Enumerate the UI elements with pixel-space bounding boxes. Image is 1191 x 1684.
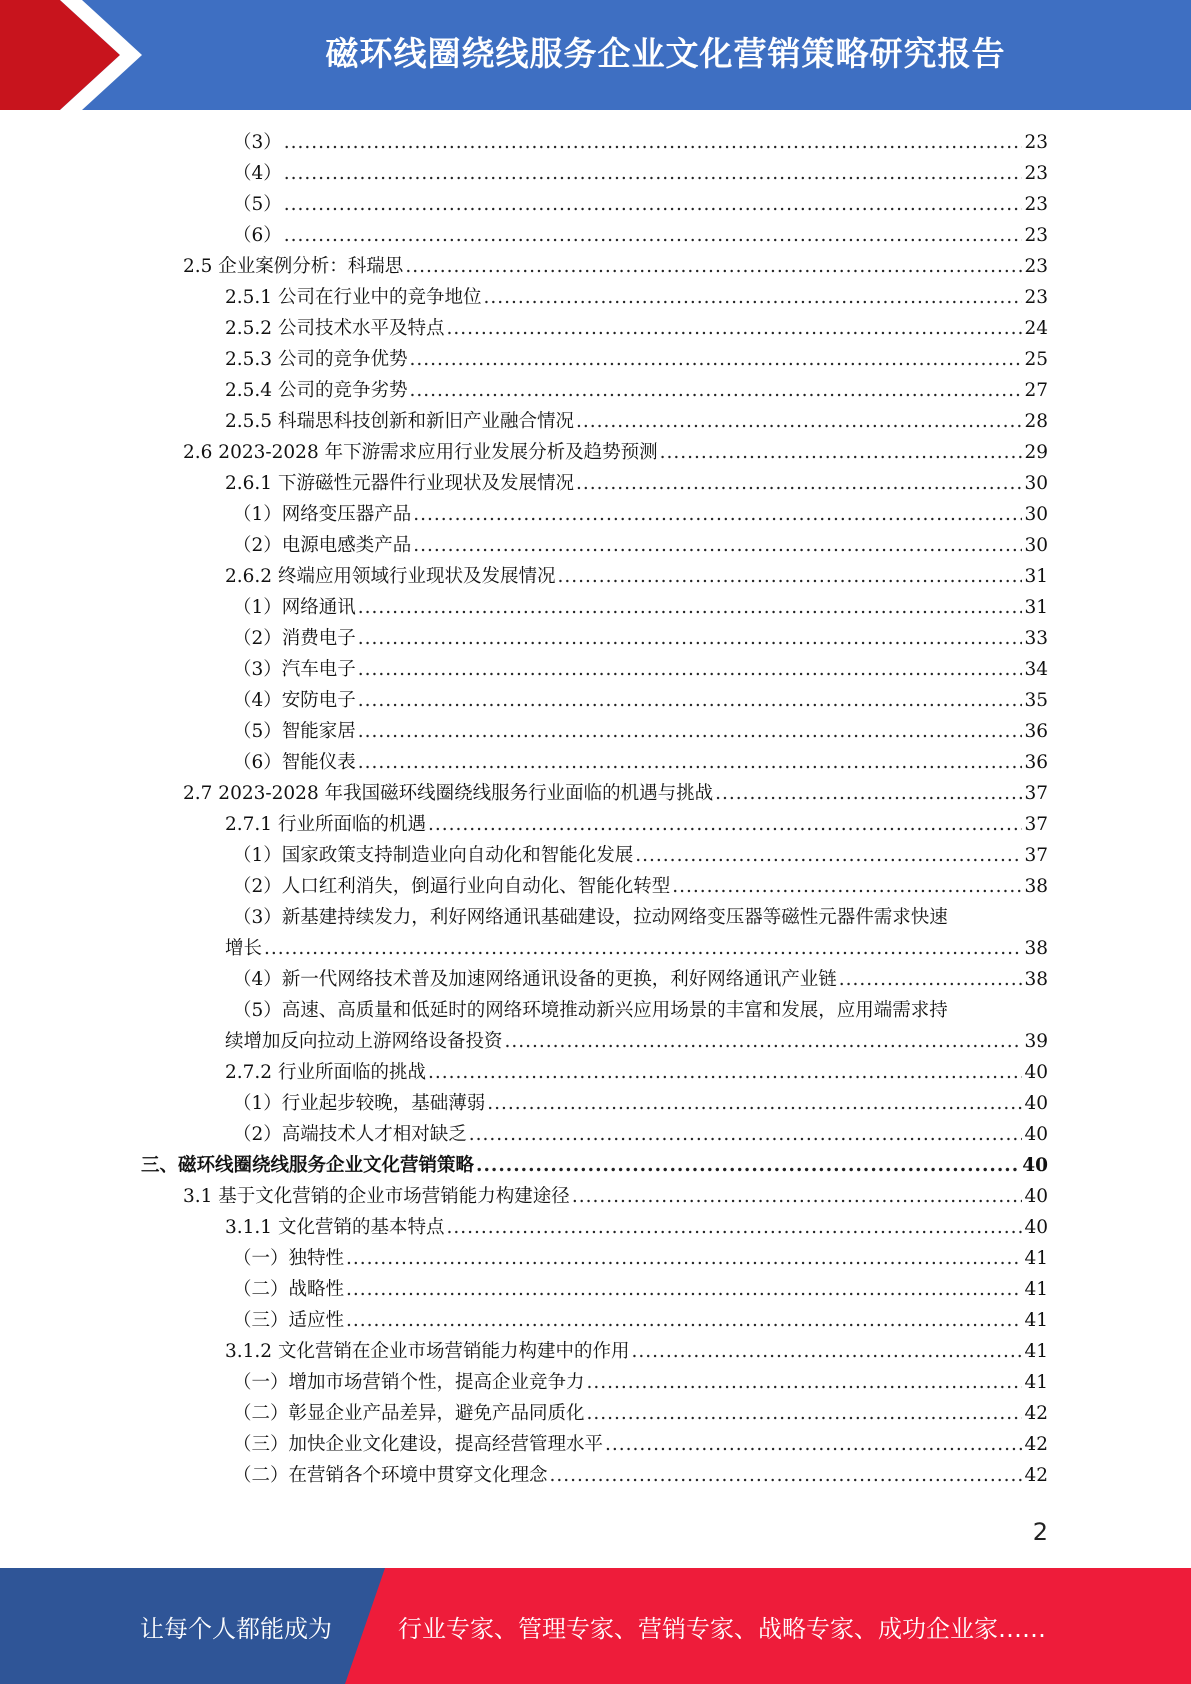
toc-entry-title: （3）汽车电子 (233, 659, 356, 680)
toc-entry[interactable] (233, 840, 1048, 871)
toc-entry-title: （二）彰显企业产品差异，避免产品同质化 (233, 1403, 585, 1424)
toc-entry-page: 40 (1024, 1217, 1048, 1238)
toc-leader (487, 1088, 1022, 1119)
toc-entry[interactable] (233, 1305, 1048, 1336)
toc-entry-title: （二）在营销各个环境中贯穿文化理念 (233, 1465, 548, 1486)
toc-entry-title: 3.1 基于文化营销的企业市场营销能力构建途径 (183, 1186, 570, 1207)
toc-entry-page: 31 (1024, 597, 1048, 618)
toc-entry-page: 38 (1024, 938, 1048, 959)
toc-leader (839, 964, 1023, 995)
toc-entry-title: （4） (233, 163, 282, 184)
toc-entry-page: 41 (1024, 1248, 1048, 1269)
toc-entry[interactable] (225, 468, 1048, 499)
toc-leader (405, 251, 1022, 282)
toc-entry-page: 23 (1024, 256, 1048, 277)
toc-entry[interactable] (225, 406, 1048, 437)
toc-leader (413, 530, 1022, 561)
page-footer (0, 1568, 1191, 1684)
toc-entry[interactable] (225, 375, 1048, 406)
toc-leader (358, 654, 1023, 685)
toc-entry-page: 41 (1024, 1341, 1048, 1362)
toc-leader (284, 158, 1023, 189)
toc-entry-title: 2.6.2 终端应用领域行业现状及发展情况 (225, 566, 556, 587)
toc-entry[interactable] (233, 127, 1048, 158)
toc-entry[interactable] (225, 1336, 1048, 1367)
toc-entry-page: 41 (1024, 1310, 1048, 1331)
toc-leader (409, 375, 1022, 406)
toc-entry-page: 30 (1024, 473, 1048, 494)
toc-leader (284, 220, 1023, 251)
toc-entry-page: 41 (1024, 1279, 1048, 1300)
page-number: 2 (1032, 1518, 1048, 1546)
footer-slogan-right: 行业专家、管理专家、营销专家、战略专家、成功企业家…… (398, 1615, 1046, 1643)
toc-entry-title: （3） (233, 132, 282, 153)
toc-entry[interactable] (233, 716, 1048, 747)
toc-leader (660, 437, 1023, 468)
toc-leader (446, 313, 1022, 344)
toc-entry-page: 24 (1024, 318, 1048, 339)
toc-entry-title: （二）战略性 (233, 1279, 345, 1300)
toc-entry-page: 37 (1024, 783, 1048, 804)
toc-entry[interactable] (225, 344, 1048, 375)
toc-entry-title: 2.7 2023-2028 年我国磁环线圈绕线服务行业面临的机遇与挑战 (183, 783, 714, 804)
toc-entry-title: 3.1.1 文化营销的基本特点 (225, 1217, 445, 1238)
toc-leader (264, 933, 1022, 964)
footer-slogan-left: 让每个人都能成为 (140, 1615, 332, 1643)
toc-entry-title: （一）增加市场营销个性，提高企业竞争力 (233, 1372, 585, 1393)
toc-entry-title: 增长 (225, 938, 263, 959)
toc-entry-page: 28 (1024, 411, 1048, 432)
toc-entry[interactable] (233, 1460, 1048, 1491)
toc-entry-page: 23 (1024, 132, 1048, 153)
toc-entry-page: 42 (1024, 1403, 1048, 1424)
toc-entry[interactable] (183, 437, 1048, 468)
toc-leader (358, 685, 1023, 716)
toc-entry-title: （6）智能仪表 (233, 752, 356, 773)
toc-leader (605, 1429, 1022, 1460)
toc-entry-title: 2.7.1 行业所面临的机遇 (225, 814, 426, 835)
toc-entry[interactable] (233, 592, 1048, 623)
toc-entry[interactable] (233, 1274, 1048, 1305)
toc-leader (346, 1243, 1022, 1274)
toc-leader (469, 1119, 1023, 1150)
toc-entry-page: 33 (1024, 628, 1048, 649)
toc-entry-title: （6） (233, 225, 282, 246)
toc-entry[interactable] (183, 1181, 1048, 1212)
toc-leader (284, 189, 1023, 220)
toc-leader (715, 778, 1022, 809)
toc-entry[interactable] (225, 313, 1048, 344)
toc-entry-page: 37 (1024, 814, 1048, 835)
toc-chapter-entry[interactable] (141, 1150, 1048, 1181)
toc-entry-title: （1）网络通讯 (233, 597, 356, 618)
toc-entry-title: （2）电源电感类产品 (233, 535, 412, 556)
toc-entry-title: （5）智能家居 (233, 721, 356, 742)
toc-entry-page: 37 (1024, 845, 1048, 866)
toc-leader (587, 1398, 1023, 1429)
toc-entry-first-line[interactable]: （3）新基建持续发力，利好网络通讯基础建设，拉动网络变压器等磁性元器件需求快速 (233, 907, 948, 928)
toc-leader (358, 716, 1023, 747)
toc-entry[interactable] (233, 1367, 1048, 1398)
toc-entry-page: 39 (1024, 1031, 1048, 1052)
toc-leader (413, 499, 1022, 530)
toc-entry[interactable] (225, 1026, 1048, 1057)
toc-leader (428, 809, 1022, 840)
toc-leader (358, 592, 1023, 623)
toc-entry-title: （4）新一代网络技术普及加速网络通讯设备的更换，利好网络通讯产业链 (233, 969, 837, 990)
toc-entry-page: 40 (1024, 1062, 1048, 1083)
report-title: 磁环线圈绕线服务企业文化营销策略研究报告 (325, 34, 1006, 73)
toc-entry-title: （三）加快企业文化建设，提高经营管理水平 (233, 1434, 604, 1455)
toc-entry-page: 42 (1024, 1465, 1048, 1486)
toc-leader (358, 747, 1023, 778)
toc-entry-title: 2.5.5 科瑞思科技创新和新旧产业融合情况 (225, 411, 574, 432)
toc-leader (284, 127, 1023, 158)
toc-entry-page: 40 (1022, 1155, 1048, 1176)
toc-entry[interactable] (225, 809, 1048, 840)
toc-leader (635, 840, 1022, 871)
toc-entry[interactable] (183, 778, 1048, 809)
toc-entry[interactable] (225, 1057, 1048, 1088)
toc-leader (476, 1150, 1020, 1181)
toc-entry[interactable] (225, 561, 1048, 592)
toc-entry-title: （2）高端技术人才相对缺乏 (233, 1124, 467, 1145)
toc-entry-title: 2.5.2 公司技术水平及特点 (225, 318, 445, 339)
toc-entry[interactable] (233, 530, 1048, 561)
toc-entry[interactable] (233, 499, 1048, 530)
toc-leader (631, 1336, 1022, 1367)
toc-entry-title: （4）安防电子 (233, 690, 356, 711)
toc-entry-page: 30 (1024, 504, 1048, 525)
toc-entry[interactable] (233, 747, 1048, 778)
toc-entry[interactable] (233, 1243, 1048, 1274)
toc-entry-first-line[interactable]: （5）高速、高质量和低延时的网络环境推动新兴应用场景的丰富和发展，应用端需求持 (233, 1000, 948, 1021)
toc-entry-page: 23 (1024, 194, 1048, 215)
toc-leader (428, 1057, 1022, 1088)
toc-entry[interactable] (225, 933, 1048, 964)
toc-entry-page: 23 (1024, 163, 1048, 184)
toc-entry[interactable] (233, 654, 1048, 685)
toc-entry-page: 38 (1024, 876, 1048, 897)
toc-entry[interactable] (233, 1088, 1048, 1119)
page-header (0, 0, 1191, 110)
toc-entry-page: 35 (1024, 690, 1048, 711)
toc-entry[interactable] (183, 251, 1048, 282)
toc-entry-title: 2.5 企业案例分析：科瑞思 (183, 256, 404, 277)
toc-entry-page: 36 (1024, 752, 1048, 773)
toc-entry-page: 42 (1024, 1434, 1048, 1455)
toc-entry-page: 38 (1024, 969, 1048, 990)
toc-entry-title: 续增加反向拉动上游网络设备投资 (225, 1031, 503, 1052)
toc-leader (358, 623, 1023, 654)
toc-entry-title: 2.5.3 公司的竞争优势 (225, 349, 408, 370)
toc-leader (346, 1274, 1022, 1305)
toc-entry-page: 29 (1024, 442, 1048, 463)
toc-entry[interactable] (225, 1212, 1048, 1243)
toc-entry-title: （2）人口红利消失，倒逼行业向自动化、智能化转型 (233, 876, 671, 897)
toc-entry-title: 2.7.2 行业所面临的挑战 (225, 1062, 426, 1083)
toc-entry-title: 2.6.1 下游磁性元器件行业现状及发展情况 (225, 473, 574, 494)
toc-entry-title: （1）国家政策支持制造业向自动化和智能化发展 (233, 845, 634, 866)
toc-entry-page: 36 (1024, 721, 1048, 742)
toc-leader (576, 468, 1022, 499)
toc-entry-page: 30 (1024, 535, 1048, 556)
toc-entry-page: 40 (1024, 1186, 1048, 1207)
toc-entry[interactable] (233, 189, 1048, 220)
toc-leader (505, 1026, 1023, 1057)
toc-leader (446, 1212, 1022, 1243)
toc-entry[interactable] (233, 1398, 1048, 1429)
toc-entry-page: 31 (1024, 566, 1048, 587)
toc-entry-title: 3.1.2 文化营销在企业市场营销能力构建中的作用 (225, 1341, 630, 1362)
toc-entry-title: （一）独特性 (233, 1248, 345, 1269)
toc-entry-title: 2.5.4 公司的竞争劣势 (225, 380, 408, 401)
toc-leader (409, 344, 1022, 375)
toc-entry[interactable] (233, 964, 1048, 995)
toc-entry[interactable] (233, 1429, 1048, 1460)
toc-entry-title: 2.5.1 公司在行业中的竞争地位 (225, 287, 482, 308)
toc-entry[interactable] (233, 623, 1048, 654)
toc-leader (576, 406, 1022, 437)
toc-entry[interactable] (225, 282, 1048, 313)
toc-entry-page: 23 (1024, 225, 1048, 246)
toc-entry[interactable] (233, 685, 1048, 716)
toc-entry[interactable] (233, 158, 1048, 189)
toc-leader (483, 282, 1022, 313)
toc-entry-title: （三）适应性 (233, 1310, 345, 1331)
toc-leader (587, 1367, 1023, 1398)
toc-entry-title: （1）行业起步较晚，基础薄弱 (233, 1093, 486, 1114)
toc-leader (672, 871, 1022, 902)
toc-entry-page: 40 (1024, 1093, 1048, 1114)
toc-entry-page: 40 (1024, 1124, 1048, 1145)
toc-entry[interactable] (233, 1119, 1048, 1150)
toc-entry-page: 41 (1024, 1372, 1048, 1393)
toc-entry-page: 27 (1024, 380, 1048, 401)
toc-leader (572, 1181, 1023, 1212)
toc-entry-title: 2.6 2023-2028 年下游需求应用行业发展分析及趋势预测 (183, 442, 658, 463)
toc-entry[interactable] (233, 220, 1048, 251)
toc-entry-title: （2）消费电子 (233, 628, 356, 649)
toc-leader (557, 561, 1022, 592)
toc-entry-title: （1）网络变压器产品 (233, 504, 412, 525)
toc-entry-page: 34 (1024, 659, 1048, 680)
toc-entry[interactable] (233, 871, 1048, 902)
toc-entry-page: 23 (1024, 287, 1048, 308)
toc-leader (346, 1305, 1022, 1336)
toc-leader (550, 1460, 1023, 1491)
toc-entry-title: 三、磁环线圈绕线服务企业文化营销策略 (141, 1155, 475, 1176)
toc-entry-page: 25 (1024, 349, 1048, 370)
toc-entry-title: （5） (233, 194, 282, 215)
